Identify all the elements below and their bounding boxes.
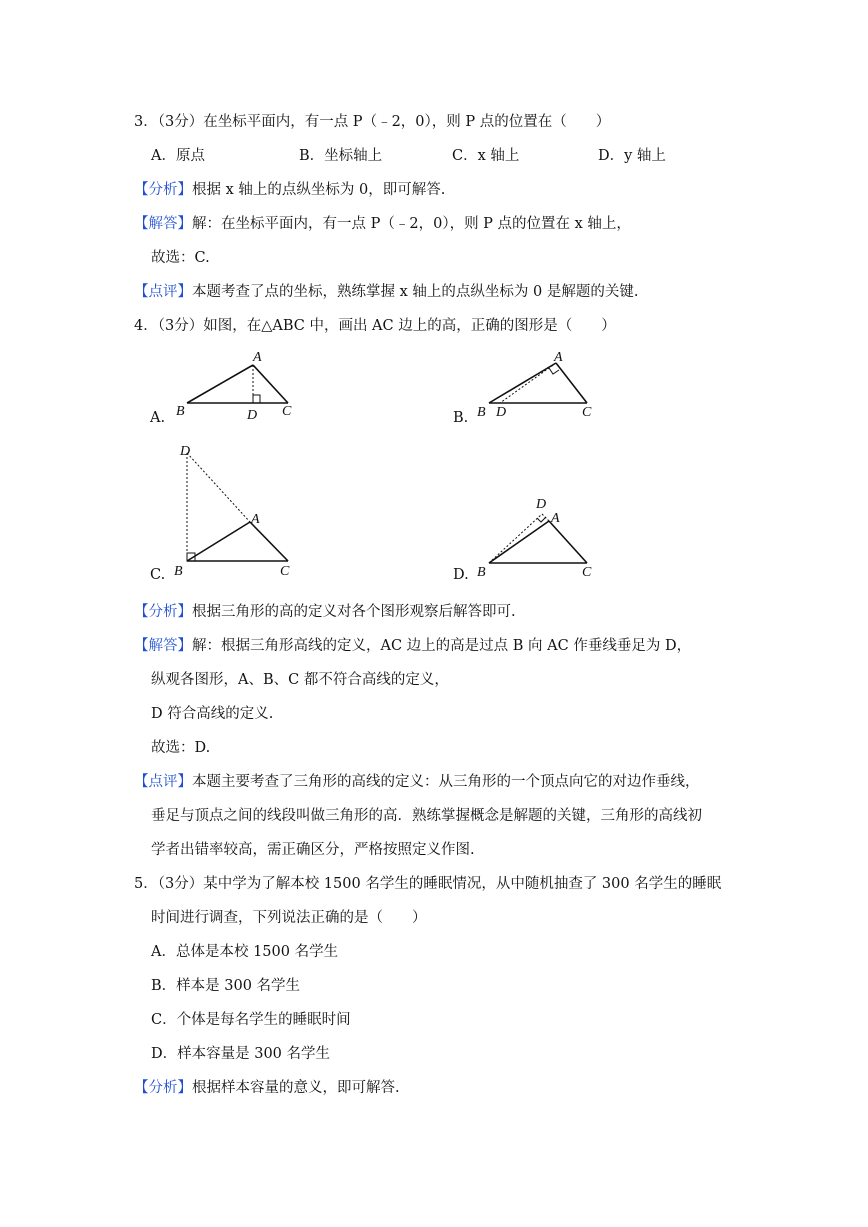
vertex-label-a: A (554, 350, 563, 365)
q4-comment-line-3: 学者出错率较高，需正确区分，严格按照定义作图. (151, 842, 475, 858)
right-angle-mark (537, 517, 546, 522)
q3-option-d: D．y 轴上 (598, 148, 666, 164)
side-ba (187, 365, 253, 403)
vertex-label-c: C (582, 405, 592, 420)
answer-tag: 【解答】 (134, 638, 192, 654)
vertex-label-b: B (176, 404, 185, 419)
q3-option-c: C．x 轴上 (452, 148, 520, 164)
q4-answer-line-2: 纵观各图形，A、B、C 都不符合高线的定义， (151, 672, 449, 688)
side-ba (489, 363, 556, 403)
comment-tag: 【点评】 (134, 774, 192, 790)
vertex-label-b: B (174, 564, 183, 579)
q3-answer (134, 214, 631, 234)
q3-comment-text: 本题考查了点的坐标，熟练掌握 x 轴上的点纵坐标为 0 是解题的关键. (192, 284, 639, 300)
vertex-label-a: A (251, 512, 260, 527)
segment-ad (500, 363, 556, 403)
q5-option-b: B．样本是 300 名学生 (151, 978, 301, 994)
side-ac (253, 365, 288, 403)
q4-figure-label-a: A. (150, 410, 166, 426)
q3-stem: 3．（3分）在坐标平面内，有一点 P（﹣2，0），则 P 点的位置在（ ） (134, 114, 611, 130)
segment-da (187, 453, 250, 522)
q4-answer-line-1: 解：根据三角形高线的定义，AC 边上的高是过点 B 向 AC 作垂线垂足为 D， (192, 638, 692, 654)
vertex-label-d: D (247, 408, 258, 423)
triangle-figure-b (472, 345, 602, 423)
q3-option-a: A．原点 (151, 148, 205, 164)
q5-analysis (134, 1078, 400, 1098)
right-angle-mark (549, 368, 559, 374)
analysis-tag: 【分析】 (134, 604, 192, 620)
side-ba (187, 522, 250, 561)
q4-analysis-text: 根据三角形的高的定义对各个图形观察后解答即可. (192, 604, 516, 620)
vertex-label-d: D (536, 497, 547, 512)
q4-figure-label-c: C. (150, 567, 166, 583)
q3-analysis-text: 根据 x 轴上的点纵坐标为 0，即可解答. (192, 182, 446, 198)
triangle-figure-c (170, 437, 305, 580)
vertex-label-b: B (477, 565, 486, 580)
side-ac (549, 521, 587, 563)
answer-tag: 【解答】 (134, 216, 192, 232)
vertex-label-c: C (582, 565, 592, 580)
altitude-bd (489, 514, 542, 563)
vertex-label-a: A (551, 511, 560, 526)
vertex-label-d: D (496, 405, 507, 420)
side-ac (556, 363, 587, 403)
q4-comment-line-1: 本题主要考查了三角形的高线的定义：从三角形的一个顶点向它的对边作垂线， (192, 774, 700, 790)
q3-answer-text: 解：在坐标平面内，有一点 P（﹣2，0），则 P 点的位置在 x 轴上， (192, 216, 631, 232)
q5-option-c: C．个体是每名学生的睡眠时间 (151, 1012, 351, 1028)
q5-analysis-text: 根据样本容量的意义，即可解答. (192, 1080, 400, 1096)
q3-option-b: B．坐标轴上 (299, 148, 383, 164)
q4-answer-line-3: D 符合高线的定义. (151, 706, 274, 722)
q5-stem-line-1: 5．（3分）某中学为了解本校 1500 名学生的睡眠情况，从中随机抽查了 300 名学生的睡眠 (134, 876, 722, 892)
q4-answer (134, 636, 691, 656)
q5-stem-line-2: 时间进行调查，下列说法正确的是（ ） (151, 910, 427, 926)
q4-choice: 故选：D. (151, 740, 211, 756)
q3-analysis (134, 180, 445, 200)
q4-figure-label-b: B. (453, 410, 469, 426)
comment-tag: 【点评】 (134, 284, 192, 300)
triangle-figure-d (472, 490, 602, 580)
vertex-label-c: C (282, 404, 292, 419)
side-ba (489, 521, 549, 563)
vertex-label-d: D (180, 444, 191, 459)
vertex-label-a: A (253, 350, 262, 365)
q4-stem: 4．（3分）如图，在△ABC 中，画出 AC 边上的高，正确的图形是（ ） (134, 318, 616, 334)
vertex-label-c: C (280, 564, 290, 579)
analysis-tag: 【分析】 (134, 182, 192, 198)
right-angle-mark (253, 395, 260, 403)
q4-figure-label-d: D. (453, 567, 469, 583)
q5-option-d: D．样本容量是 300 名学生 (151, 1046, 331, 1062)
analysis-tag: 【分析】 (134, 1080, 192, 1096)
side-ac (250, 522, 288, 561)
vertex-label-b: B (477, 405, 486, 420)
q4-comment-line-2: 垂足与顶点之间的线段叫做三角形的高．熟练掌握概念是解题的关键，三角形的高线初 (151, 808, 702, 824)
q3-comment (134, 282, 638, 302)
q4-analysis (134, 602, 516, 622)
q4-comment (134, 772, 700, 792)
triangle-figure-a (170, 345, 305, 423)
q5-option-a: A．总体是本校 1500 名学生 (151, 944, 339, 960)
q3-choice: 故选：C. (151, 250, 210, 266)
